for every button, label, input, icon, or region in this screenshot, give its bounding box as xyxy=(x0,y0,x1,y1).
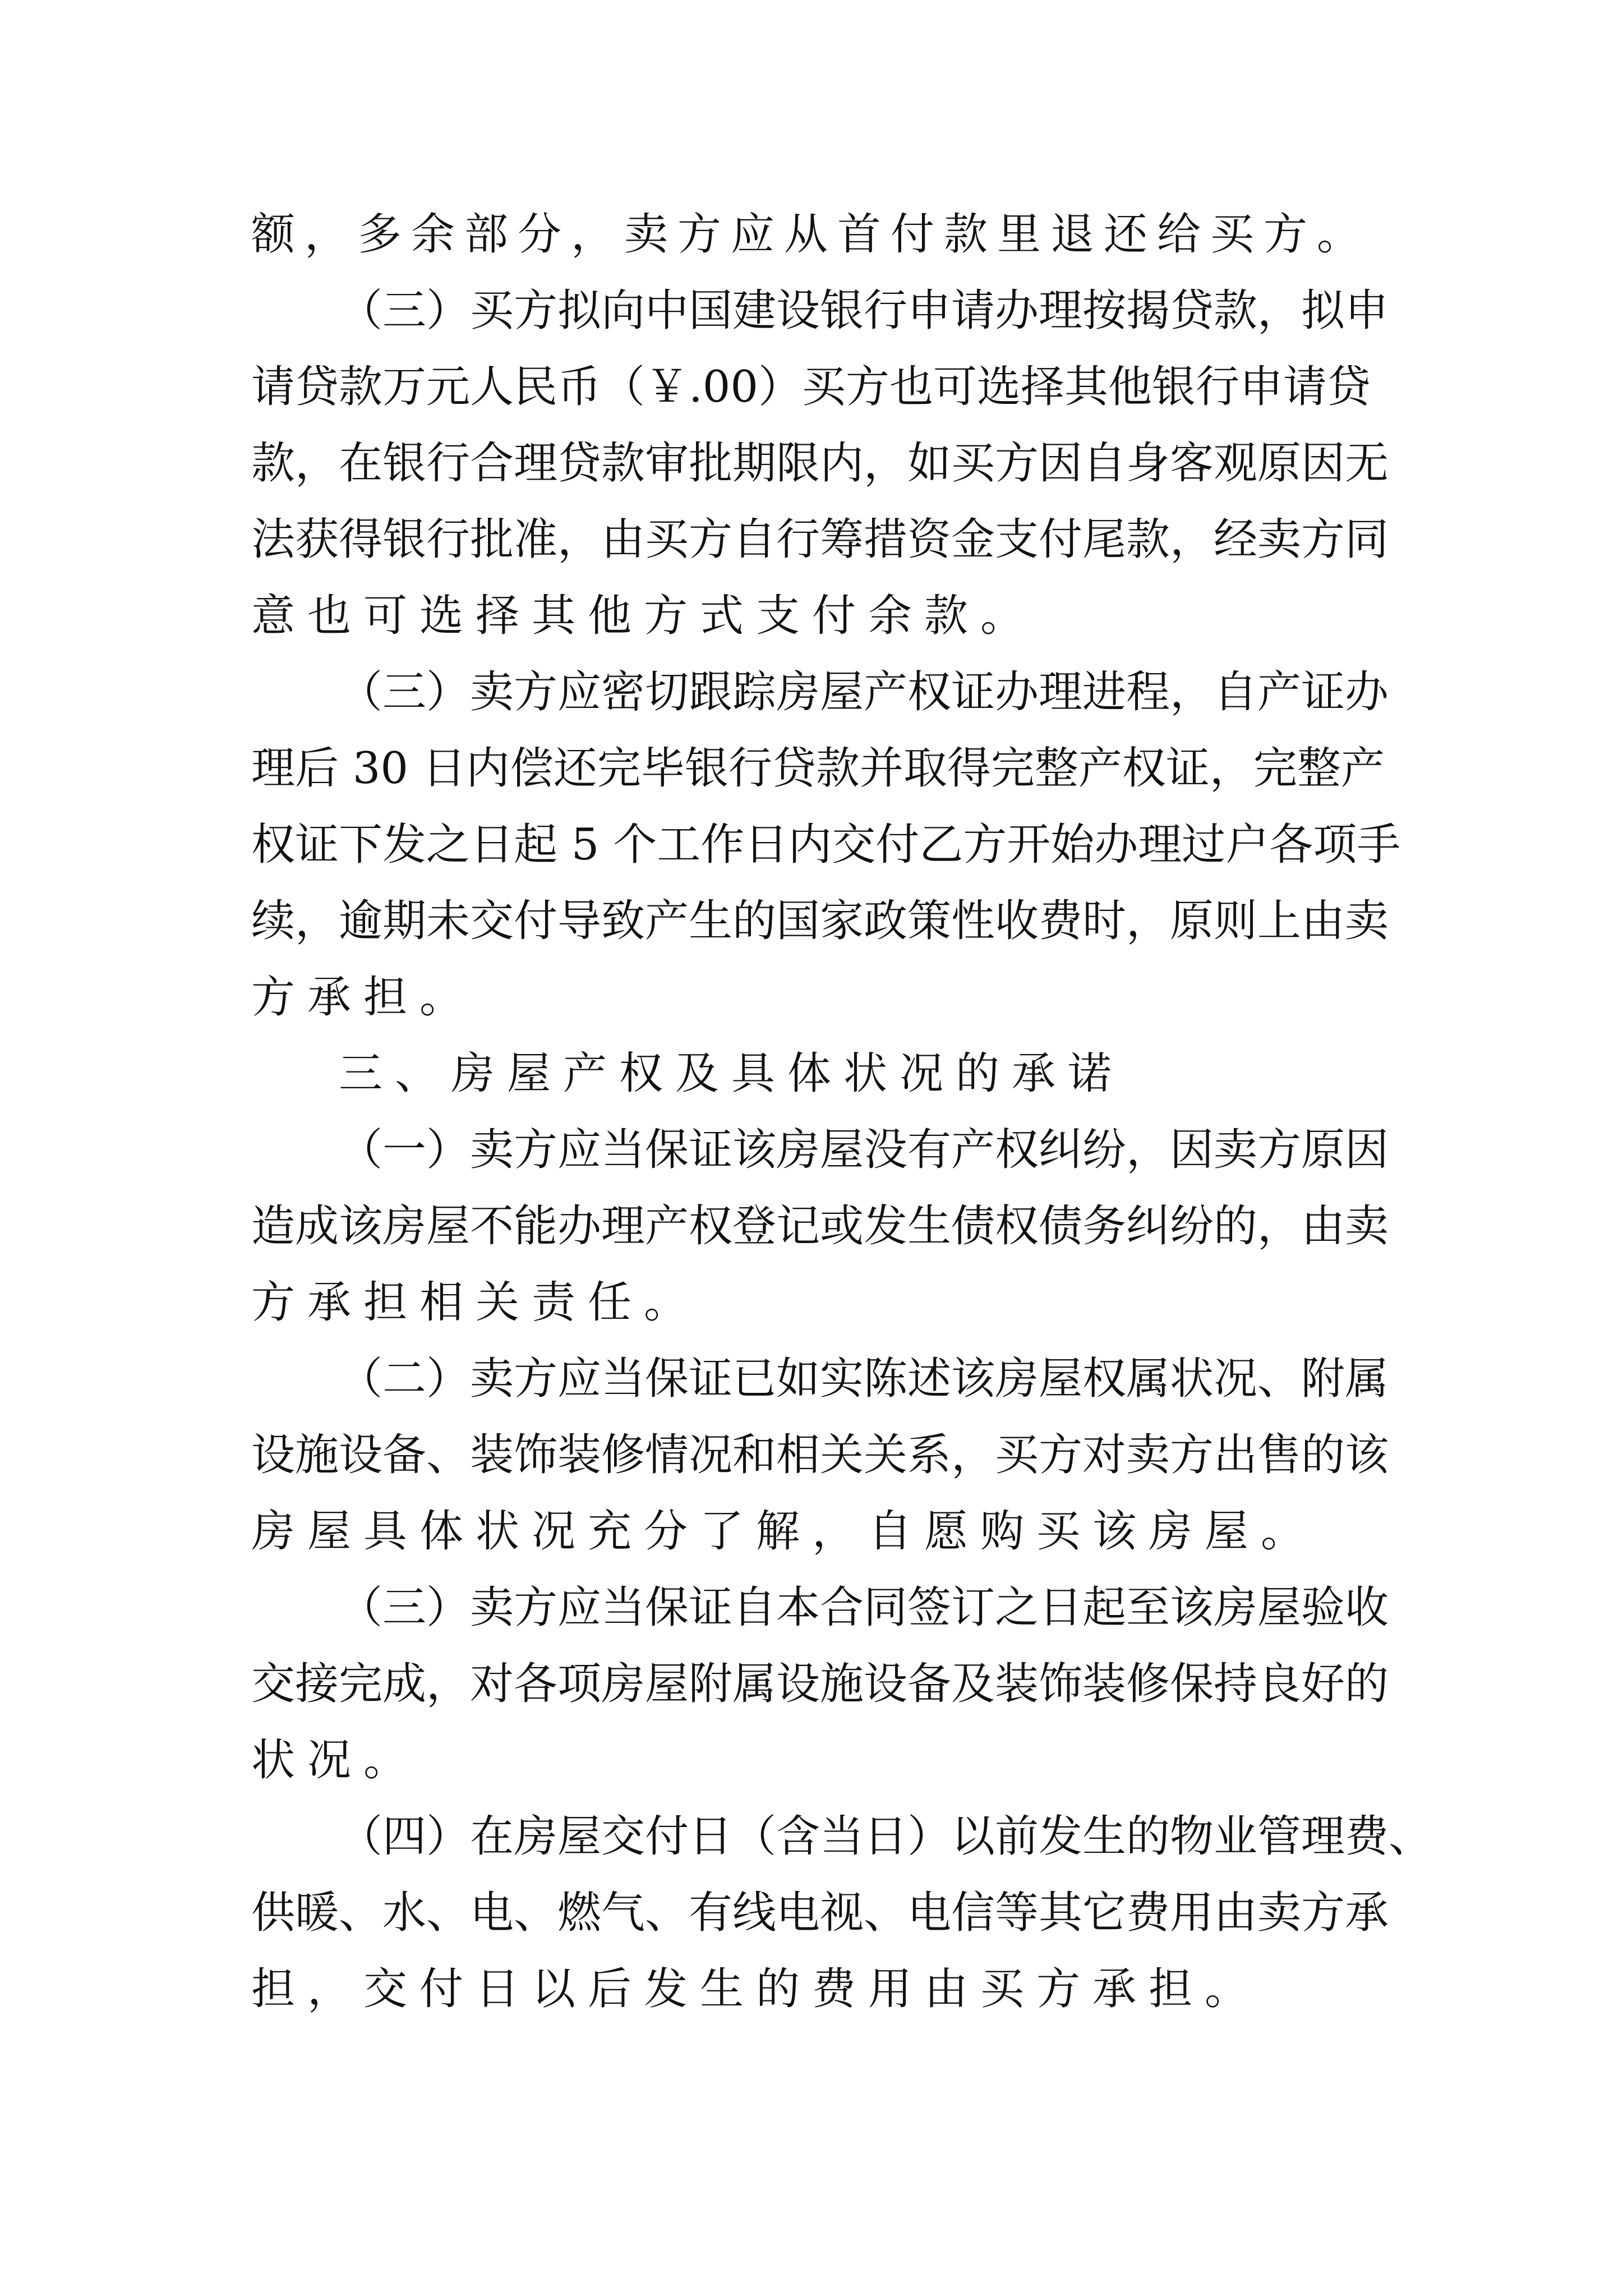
text-line: 额，多余部分，卖方应从首付款里退还给买方。 xyxy=(251,209,1371,260)
paragraph-mortgage-loan xyxy=(251,273,1389,654)
text-line: 方承担相关责任。 xyxy=(251,1277,700,1328)
section-heading-text: 三、房屋产权及具体状况的承诺 xyxy=(339,1048,1124,1099)
text-line: 意也可选择其他方式支付余款。 xyxy=(251,591,1037,641)
text-line: （二）卖方应当保证已如实陈述该房屋权属状况、附属 xyxy=(339,1354,1389,1404)
text-line: 续，逾期未交付导致产生的国家政策性收费时，原则上由卖 xyxy=(251,896,1389,946)
text-line: 设施设备、装饰装修情况和相关关系，买方对卖方出售的该 xyxy=(251,1430,1389,1480)
paragraph-property-certificate xyxy=(251,654,1401,1036)
paragraph-fees xyxy=(251,1798,1433,2027)
text-line: 交接完成，对各项房屋附属设施设备及装饰装修保持良好的 xyxy=(251,1659,1389,1709)
paragraph-maintenance xyxy=(251,1570,1389,1798)
paragraph-disclosure xyxy=(251,1341,1389,1570)
text-line: 方承担。 xyxy=(251,972,476,1023)
text-line: （三）买方拟向中国建设银行申请办理按揭贷款，拟申 xyxy=(339,286,1389,336)
section-heading xyxy=(251,1036,1373,1112)
paragraph-no-dispute xyxy=(251,1112,1389,1341)
text-line: 款，在银行合理贷款审批期限内，如买方因自身客观原因无 xyxy=(251,438,1389,489)
text-line: 法获得银行批准，由买方自行筹措资金支付尾款，经卖方同 xyxy=(251,514,1389,565)
text-line: 理后 30 日内偿还完毕银行贷款并取得完整产权证，完整产 xyxy=(251,743,1385,794)
paragraph-continuation xyxy=(251,196,1373,273)
text-line: 供暖、水、电、燃气、有线电视、电信等其它费用由卖方承 xyxy=(251,1888,1389,1938)
text-line: 房屋具体状况充分了解，自愿购买该房屋。 xyxy=(251,1506,1317,1557)
text-line: （一）卖方应当保证该房屋没有产权纠纷，因卖方原因 xyxy=(339,1125,1389,1175)
document-body xyxy=(251,196,1433,2027)
text-line: （三）卖方应当保证自本合同签订之日起至该房屋验收 xyxy=(339,1582,1389,1633)
text-line: 担，交付日以后发生的费用由买方承担。 xyxy=(251,1964,1261,2014)
text-line: 状况。 xyxy=(251,1735,420,1786)
text-line: （四）在房屋交付日（含当日）以前发生的物业管理费、 xyxy=(339,1811,1433,1862)
text-line: 权证下发之日起 5 个工作日内交付乙方开始办理过户各项手 xyxy=(251,820,1401,870)
text-line: 请贷款万元人民币（￥.00）买方也可选择其他银行申请贷 xyxy=(251,362,1371,412)
text-line: （三）卖方应密切跟踪房屋产权证办理进程，自产证办 xyxy=(339,667,1389,717)
text-line: 造成该房屋不能办理产权登记或发生债权债务纠纷的，由卖 xyxy=(251,1201,1389,1251)
